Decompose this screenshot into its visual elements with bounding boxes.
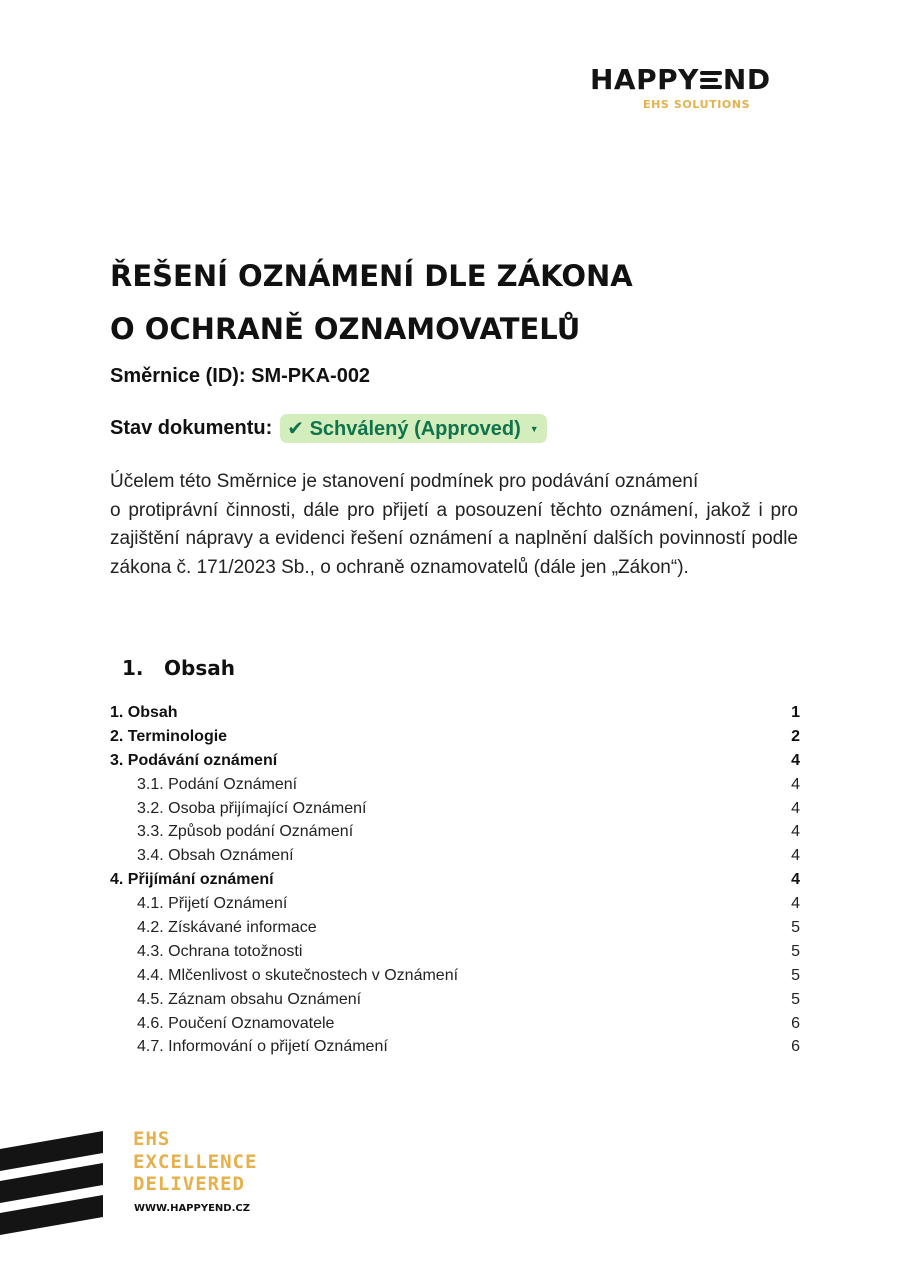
toc-entry[interactable] [110, 940, 800, 964]
status-label: Stav dokumentu: [110, 417, 273, 439]
toc-entry-page: 4 [791, 847, 800, 865]
toc-entry-label: 3.1. Podání Oznámení [137, 775, 298, 793]
toc-entry-label: 4.6. Poučení Oznamovatele [137, 1014, 335, 1032]
toc-entry-label: 4.5. Záznam obsahu Oznámení [137, 990, 362, 1008]
toc-entry-page: 4 [791, 775, 800, 793]
slogan-line-1: EHS [133, 1128, 171, 1150]
toc-entry[interactable] [110, 701, 800, 725]
toc-entry-page: 4 [791, 751, 800, 769]
toc-entry-page: 1 [791, 703, 800, 721]
toc-entry-page: 5 [791, 918, 800, 936]
toc-entry[interactable] [110, 773, 800, 797]
logo-tagline: EHS SOLUTIONS [643, 98, 751, 111]
toc-entry-label: 4.3. Ochrana totožnosti [137, 942, 303, 960]
toc-entry[interactable] [110, 892, 800, 916]
toc-entry[interactable] [110, 1035, 800, 1059]
toc-entry-label: 4. Přijímání oznámení [110, 871, 274, 889]
status-value: ✔ Schválený (Approved) [287, 418, 521, 440]
toc-entry-label: 4.2. Získávané informace [137, 918, 317, 936]
toc-entry-label: 4.1. Přijetí Oznámení [137, 895, 288, 913]
document-status-row [110, 414, 547, 443]
toc-entry[interactable] [110, 868, 800, 892]
toc-entry-page: 4 [791, 823, 800, 841]
document-title [110, 250, 633, 356]
toc-entry-page: 6 [791, 1014, 800, 1032]
toc-entry-page: 5 [791, 966, 800, 984]
table-of-contents [110, 701, 800, 1059]
website-link[interactable]: WWW.HAPPYEND.CZ [134, 1203, 250, 1214]
toc-entry-label: 3.3. Způsob podání Oznámení [137, 823, 354, 841]
toc-entry[interactable] [110, 749, 800, 773]
toc-entry[interactable] [110, 725, 800, 749]
toc-entry[interactable] [110, 988, 800, 1012]
toc-entry-label: 2. Terminologie [110, 727, 228, 745]
toc-entry-label: 3. Podávání oznámení [110, 751, 278, 769]
chevron-down-icon: ▼ [529, 423, 539, 434]
toc-entry-page: 4 [791, 895, 800, 913]
toc-entry-page: 4 [791, 871, 800, 889]
slogan-line-2: EXCELLENCE [133, 1150, 258, 1173]
toc-entry[interactable] [110, 1012, 800, 1036]
intro-first-line: Účelem této Směrnice je stanovení podmínek pro podávání oznámení [110, 471, 699, 492]
toc-entry-page: 4 [791, 799, 800, 817]
intro-paragraph [110, 468, 798, 582]
logo-wordmark: HAPPY ND [590, 63, 771, 96]
title-line-1: ŘEŠENÍ OZNÁMENÍ DLE ZÁKONA [110, 259, 633, 293]
toc-entry[interactable] [110, 844, 800, 868]
toc-entry[interactable] [110, 797, 800, 821]
toc-entry[interactable] [110, 820, 800, 844]
toc-entry[interactable] [110, 916, 800, 940]
slogan-line-3: DELIVERED [133, 1173, 245, 1195]
toc-entry-label: 3.4. Obsah Oznámení [137, 847, 294, 865]
toc-entry-label: 1. Obsah [110, 703, 178, 721]
status-dropdown[interactable] [280, 414, 546, 443]
section-number: 1. [122, 656, 144, 680]
toc-entry-label: 3.2. Osoba přijímající Oznámení [137, 799, 367, 817]
toc-entry-page: 5 [791, 942, 800, 960]
intro-rest: o protiprávní činnosti, dále pro přijetí a posouzení těchto oznámení, jakož i pro zajištění nápravy a evidenci řešení oznámení a naplnění dalších povinností podle zákona č. 171/2023 Sb., o ochraně oznamovatelů (dále jen „Zákon“). [110, 499, 798, 578]
section-title: Obsah [164, 656, 235, 680]
section-heading [122, 656, 235, 680]
title-line-2: O OCHRANĚ OZNAMOVATELŮ [110, 312, 581, 346]
toc-entry-label: 4.7. Informování o přijetí Oznámení [137, 1038, 388, 1056]
toc-entry-page: 5 [791, 990, 800, 1008]
happyend-logo [590, 64, 802, 111]
footer-slogan [133, 1128, 257, 1196]
toc-entry-page: 6 [791, 1038, 800, 1056]
toc-entry[interactable] [110, 964, 800, 988]
toc-entry-label: 4.4. Mlčenlivost o skutečnostech v Oznámení [137, 966, 459, 984]
directive-id: Směrnice (ID): SM-PKA-002 [110, 365, 371, 387]
decorative-stripes [0, 1128, 110, 1238]
toc-entry-page: 2 [791, 727, 800, 745]
logo-e-glyph [700, 69, 722, 91]
